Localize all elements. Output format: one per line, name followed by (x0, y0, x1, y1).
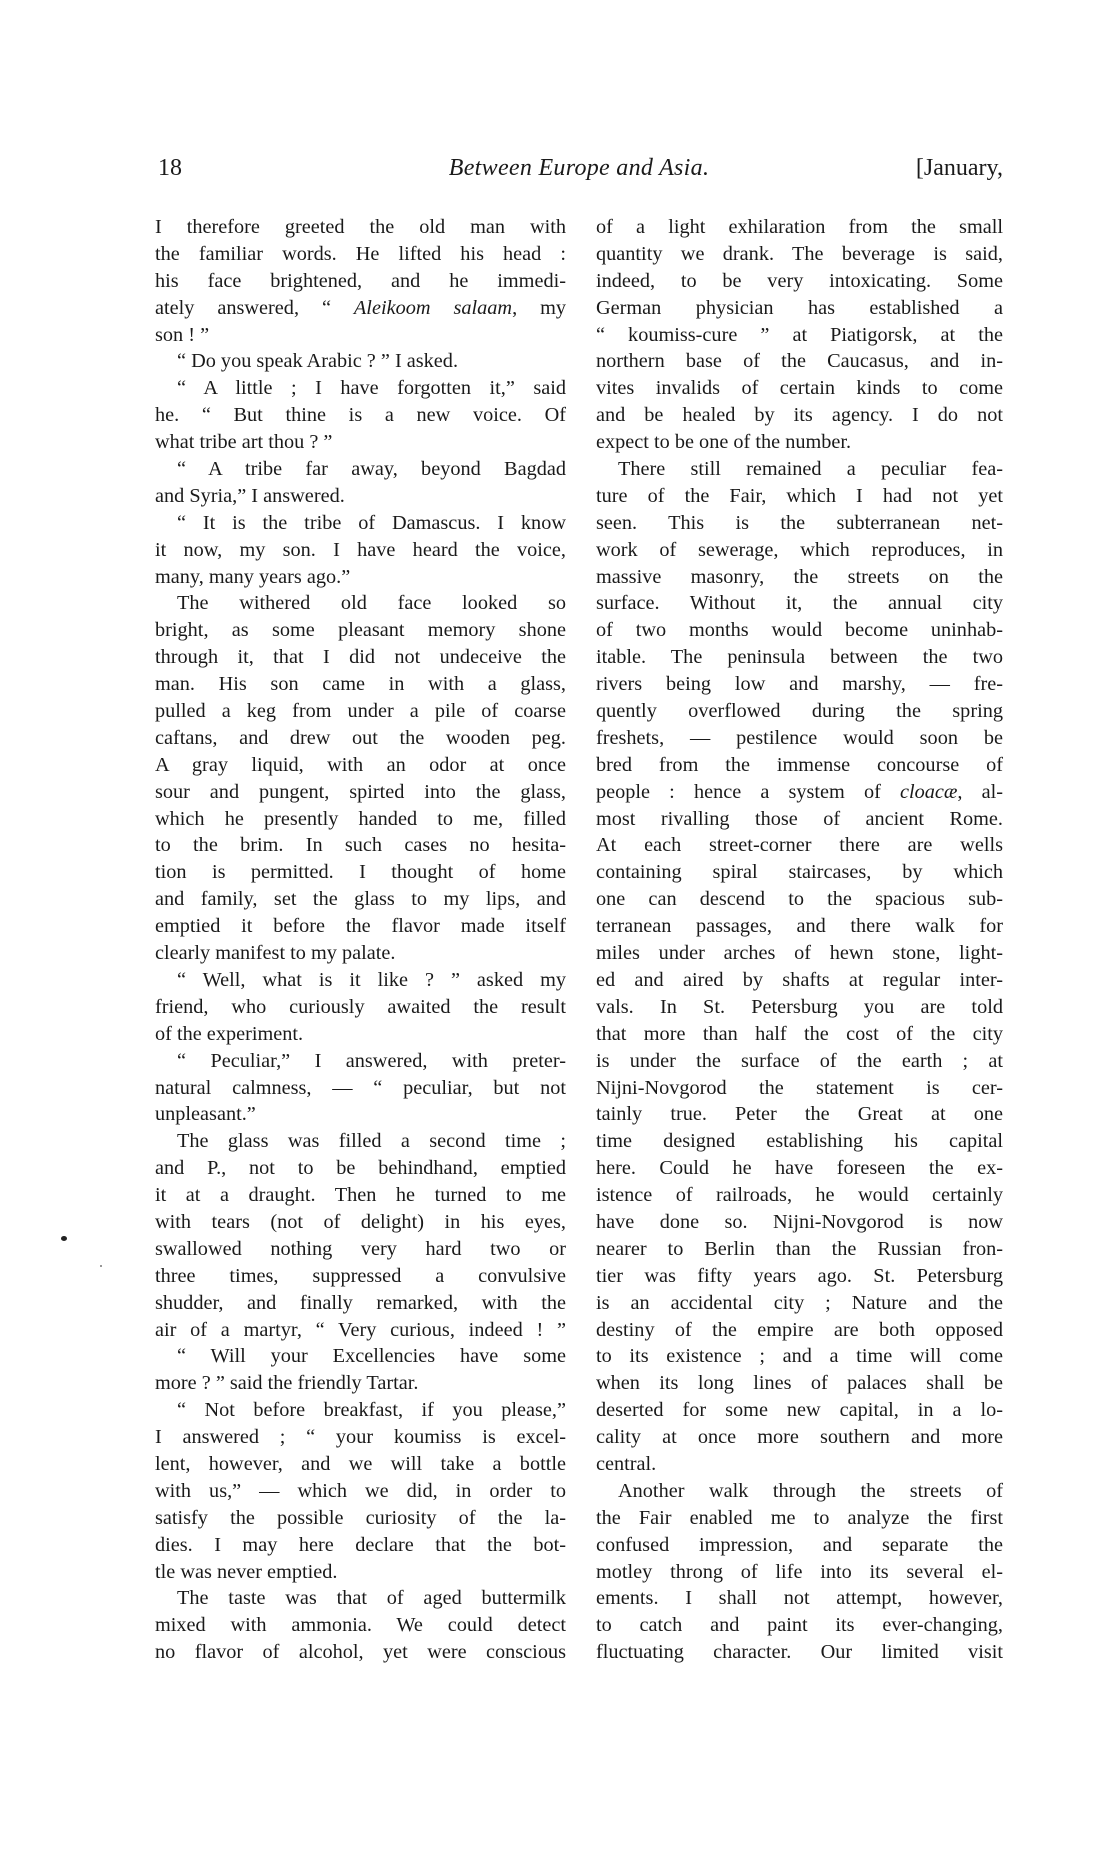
text-line: to catch and paint its ever-changing, (596, 1614, 1003, 1637)
text-line: rivers being low and marshy, — fre- (596, 673, 1003, 696)
text-line: pulled a keg from under a pile of coarse (155, 700, 566, 723)
text-line: bred from the immense concourse of (596, 753, 1003, 776)
text-line: caftans, and drew out the wooden peg. (155, 726, 566, 749)
text-line: expect to be one of the number. (596, 431, 852, 454)
text-line: to the brim. In such cases no hesita- (155, 834, 566, 857)
text-line: At each street-corner there are wells (596, 834, 1003, 857)
text-line: motley throng of life into its several el- (596, 1560, 1003, 1583)
text-line: destiny of the empire are both opposed (596, 1318, 1003, 1341)
text-line: deserted for some new capital, in a lo- (596, 1399, 1003, 1422)
text-line: tion is permitted. I thought of home (155, 861, 566, 884)
text-line: no flavor of alcohol, yet were conscious (155, 1641, 566, 1664)
text-line: is an accidental city ; Nature and the (596, 1291, 1003, 1314)
text-line: “ A little ; I have forgotten it,” said (177, 377, 566, 400)
text-line: quently overflowed during the spring (596, 700, 1003, 723)
text-line: miles under arches of hewn stone, light- (596, 942, 1003, 965)
text-line: of two months would become uninhab- (596, 619, 1003, 642)
text-line: northern base of the Caucasus, and in- (596, 350, 1003, 373)
running-header (155, 155, 1003, 185)
text-line: with tears (not of delight) in his eyes, (155, 1210, 566, 1233)
text-line: I answered ; “ your koumiss is excel- (155, 1426, 566, 1449)
text-line: A gray liquid, with an odor at once (155, 753, 566, 776)
text-line: vals. In St. Petersburg you are told (596, 995, 1003, 1018)
page-number: 18 (158, 155, 182, 181)
running-date: [January, (915, 155, 1003, 181)
left-text-column (155, 214, 566, 1666)
text-line: friend, who curiously awaited the result (155, 995, 566, 1018)
text-line: nearer to Berlin than the Russian fron- (596, 1237, 1003, 1260)
text-line: ements. I shall not attempt, however, (596, 1587, 1003, 1610)
text-line: the Fair enabled me to analyze the first (596, 1506, 1003, 1529)
text-line: There still remained a peculiar fea- (618, 458, 1003, 481)
text-line: “ Not before breakfast, if you please,” (177, 1399, 566, 1422)
text-line: it now, my son. I have heard the voice, (155, 538, 566, 561)
text-line: “ Do you speak Arabic ? ” I asked. (177, 350, 459, 373)
text-line: German physician has established a (596, 296, 1003, 319)
text-line: most rivalling those of ancient Rome. (596, 807, 1003, 830)
text-line: natural calmness, — “ peculiar, but not (155, 1076, 566, 1099)
text-line: central. (596, 1452, 657, 1475)
text-line: cality at once more southern and more (596, 1426, 1003, 1449)
text-line: terranean passages, and there walk for (596, 915, 1003, 938)
text-line: with us,” — which we did, in order to (155, 1479, 566, 1502)
text-line: people : hence a system of cloacæ, al- (596, 780, 1004, 803)
text-line: satisfy the possible curiosity of the la- (155, 1506, 566, 1529)
text-line: clearly manifest to my palate. (155, 942, 396, 965)
text-line: “ Peculiar,” I answered, with preter- (177, 1049, 566, 1072)
text-line: indeed, to be very intoxicating. Some (596, 269, 1003, 292)
text-line: man. His son came in with a glass, (155, 673, 566, 696)
text-line: to its existence ; and a time will come (596, 1345, 1003, 1368)
text-line: time designed establishing his capital (596, 1130, 1003, 1153)
text-line: quantity we drank. The beverage is said, (596, 242, 1003, 265)
text-line: “ koumiss-cure ” at Piatigorsk, at the (596, 323, 1003, 346)
text-line: “ It is the tribe of Damascus. I know (177, 511, 566, 534)
text-line: unpleasant.” (155, 1103, 256, 1126)
text-line: and P., not to be behindhand, emptied (155, 1157, 566, 1180)
text-line: shudder, and finally remarked, with the (155, 1291, 566, 1314)
text-line: “ A tribe far away, beyond Bagdad (177, 458, 566, 481)
text-line: mixed with ammonia. We could detect (155, 1614, 566, 1637)
text-line: freshets, — pestilence would soon be (596, 726, 1003, 749)
text-line: tle was never emptied. (155, 1560, 338, 1583)
text-line: many, many years ago.” (155, 565, 351, 588)
running-title: Between Europe and Asia. (448, 155, 710, 181)
text-line: which he presently handed to me, filled (155, 807, 566, 830)
text-line: “ Well, what is it like ? ” asked my (177, 968, 566, 991)
text-line: dies. I may here declare that the bot- (155, 1533, 566, 1556)
text-line: have done so. Nijni-Novgorod is now (596, 1210, 1003, 1233)
text-line: ately answered, “ Aleikoom salaam, my (155, 296, 566, 319)
text-line: “ Will your Excellencies have some (177, 1345, 566, 1368)
right-text-column (596, 214, 1003, 1666)
text-line: and Syria,” I answered. (155, 484, 345, 507)
text-line: tainly true. Peter the Great at one (596, 1103, 1003, 1126)
ink-dot (100, 1265, 102, 1267)
text-line: what tribe art thou ? ” (155, 431, 333, 454)
ink-speck (61, 1236, 67, 1241)
italic-phrase: Aleikoom salaam (353, 296, 513, 319)
text-line: The taste was that of aged buttermilk (177, 1587, 566, 1610)
text-line: of a light exhilaration from the small (596, 216, 1003, 238)
text-line: ture of the Fair, which I had not yet (596, 484, 1003, 507)
text-line: seen. This is the subterranean net- (596, 511, 1003, 534)
text-line: lent, however, and we will take a bottle (155, 1452, 566, 1475)
text-line: here. Could he have foreseen the ex- (596, 1157, 1003, 1180)
text-line: emptied it before the flavor made itself (155, 915, 566, 938)
italic-phrase: cloacæ (899, 780, 958, 803)
text-line: the familiar words. He lifted his head : (155, 242, 566, 265)
text-line: his face brightened, and he immedi- (155, 269, 566, 292)
text-line: surface. Without it, the annual city (596, 592, 1003, 615)
text-line: fluctuating character. Our limited visit (596, 1641, 1003, 1664)
text-line: vites invalids of certain kinds to come (596, 377, 1003, 400)
text-line: I therefore greeted the old man with (155, 216, 566, 238)
text-line: The glass was filled a second time ; (177, 1130, 566, 1153)
text-line: more ? ” said the friendly Tartar. (155, 1372, 419, 1395)
text-line: bright, as some pleasant memory shone (155, 619, 566, 642)
text-line: Nijni-Novgorod the statement is cer- (596, 1076, 1003, 1099)
text-line: he. “ But thine is a new voice. Of (155, 404, 566, 427)
text-line: air of a martyr, “ Very curious, indeed ! ” (155, 1318, 566, 1341)
text-line: containing spiral staircases, by which (596, 861, 1003, 884)
text-line: swallowed nothing very hard two or (155, 1237, 566, 1260)
text-line: one can descend to the spacious sub- (596, 888, 1003, 911)
text-line: sour and pungent, spirted into the glass, (155, 780, 566, 803)
text-line: Another walk through the streets of (618, 1479, 1003, 1502)
text-line: tier was fifty years ago. St. Petersburg (596, 1264, 1003, 1287)
text-line: ed and aired by shafts at regular inter- (596, 968, 1003, 991)
text-line: massive masonry, the streets on the (596, 565, 1003, 588)
text-line: when its long lines of palaces shall be (596, 1372, 1003, 1395)
text-line: work of sewerage, which reproduces, in (596, 538, 1003, 561)
text-line: itable. The peninsula between the two (596, 646, 1003, 669)
text-line: and family, set the glass to my lips, and (155, 888, 566, 911)
text-line: istence of railroads, he would certainly (596, 1184, 1003, 1207)
text-line: and be healed by its agency. I do not (596, 404, 1003, 427)
text-line: is under the surface of the earth ; at (596, 1049, 1003, 1072)
text-line: confused impression, and separate the (596, 1533, 1003, 1556)
text-line: through it, that I did not undeceive the (155, 646, 566, 669)
text-line: three times, suppressed a convulsive (155, 1264, 566, 1287)
text-line: of the experiment. (155, 1022, 304, 1045)
text-line: it at a draught. Then he turned to me (155, 1184, 566, 1207)
text-line: son ! ” (155, 323, 210, 346)
text-line: The withered old face looked so (177, 592, 566, 615)
text-line: that more than half the cost of the city (596, 1022, 1003, 1045)
